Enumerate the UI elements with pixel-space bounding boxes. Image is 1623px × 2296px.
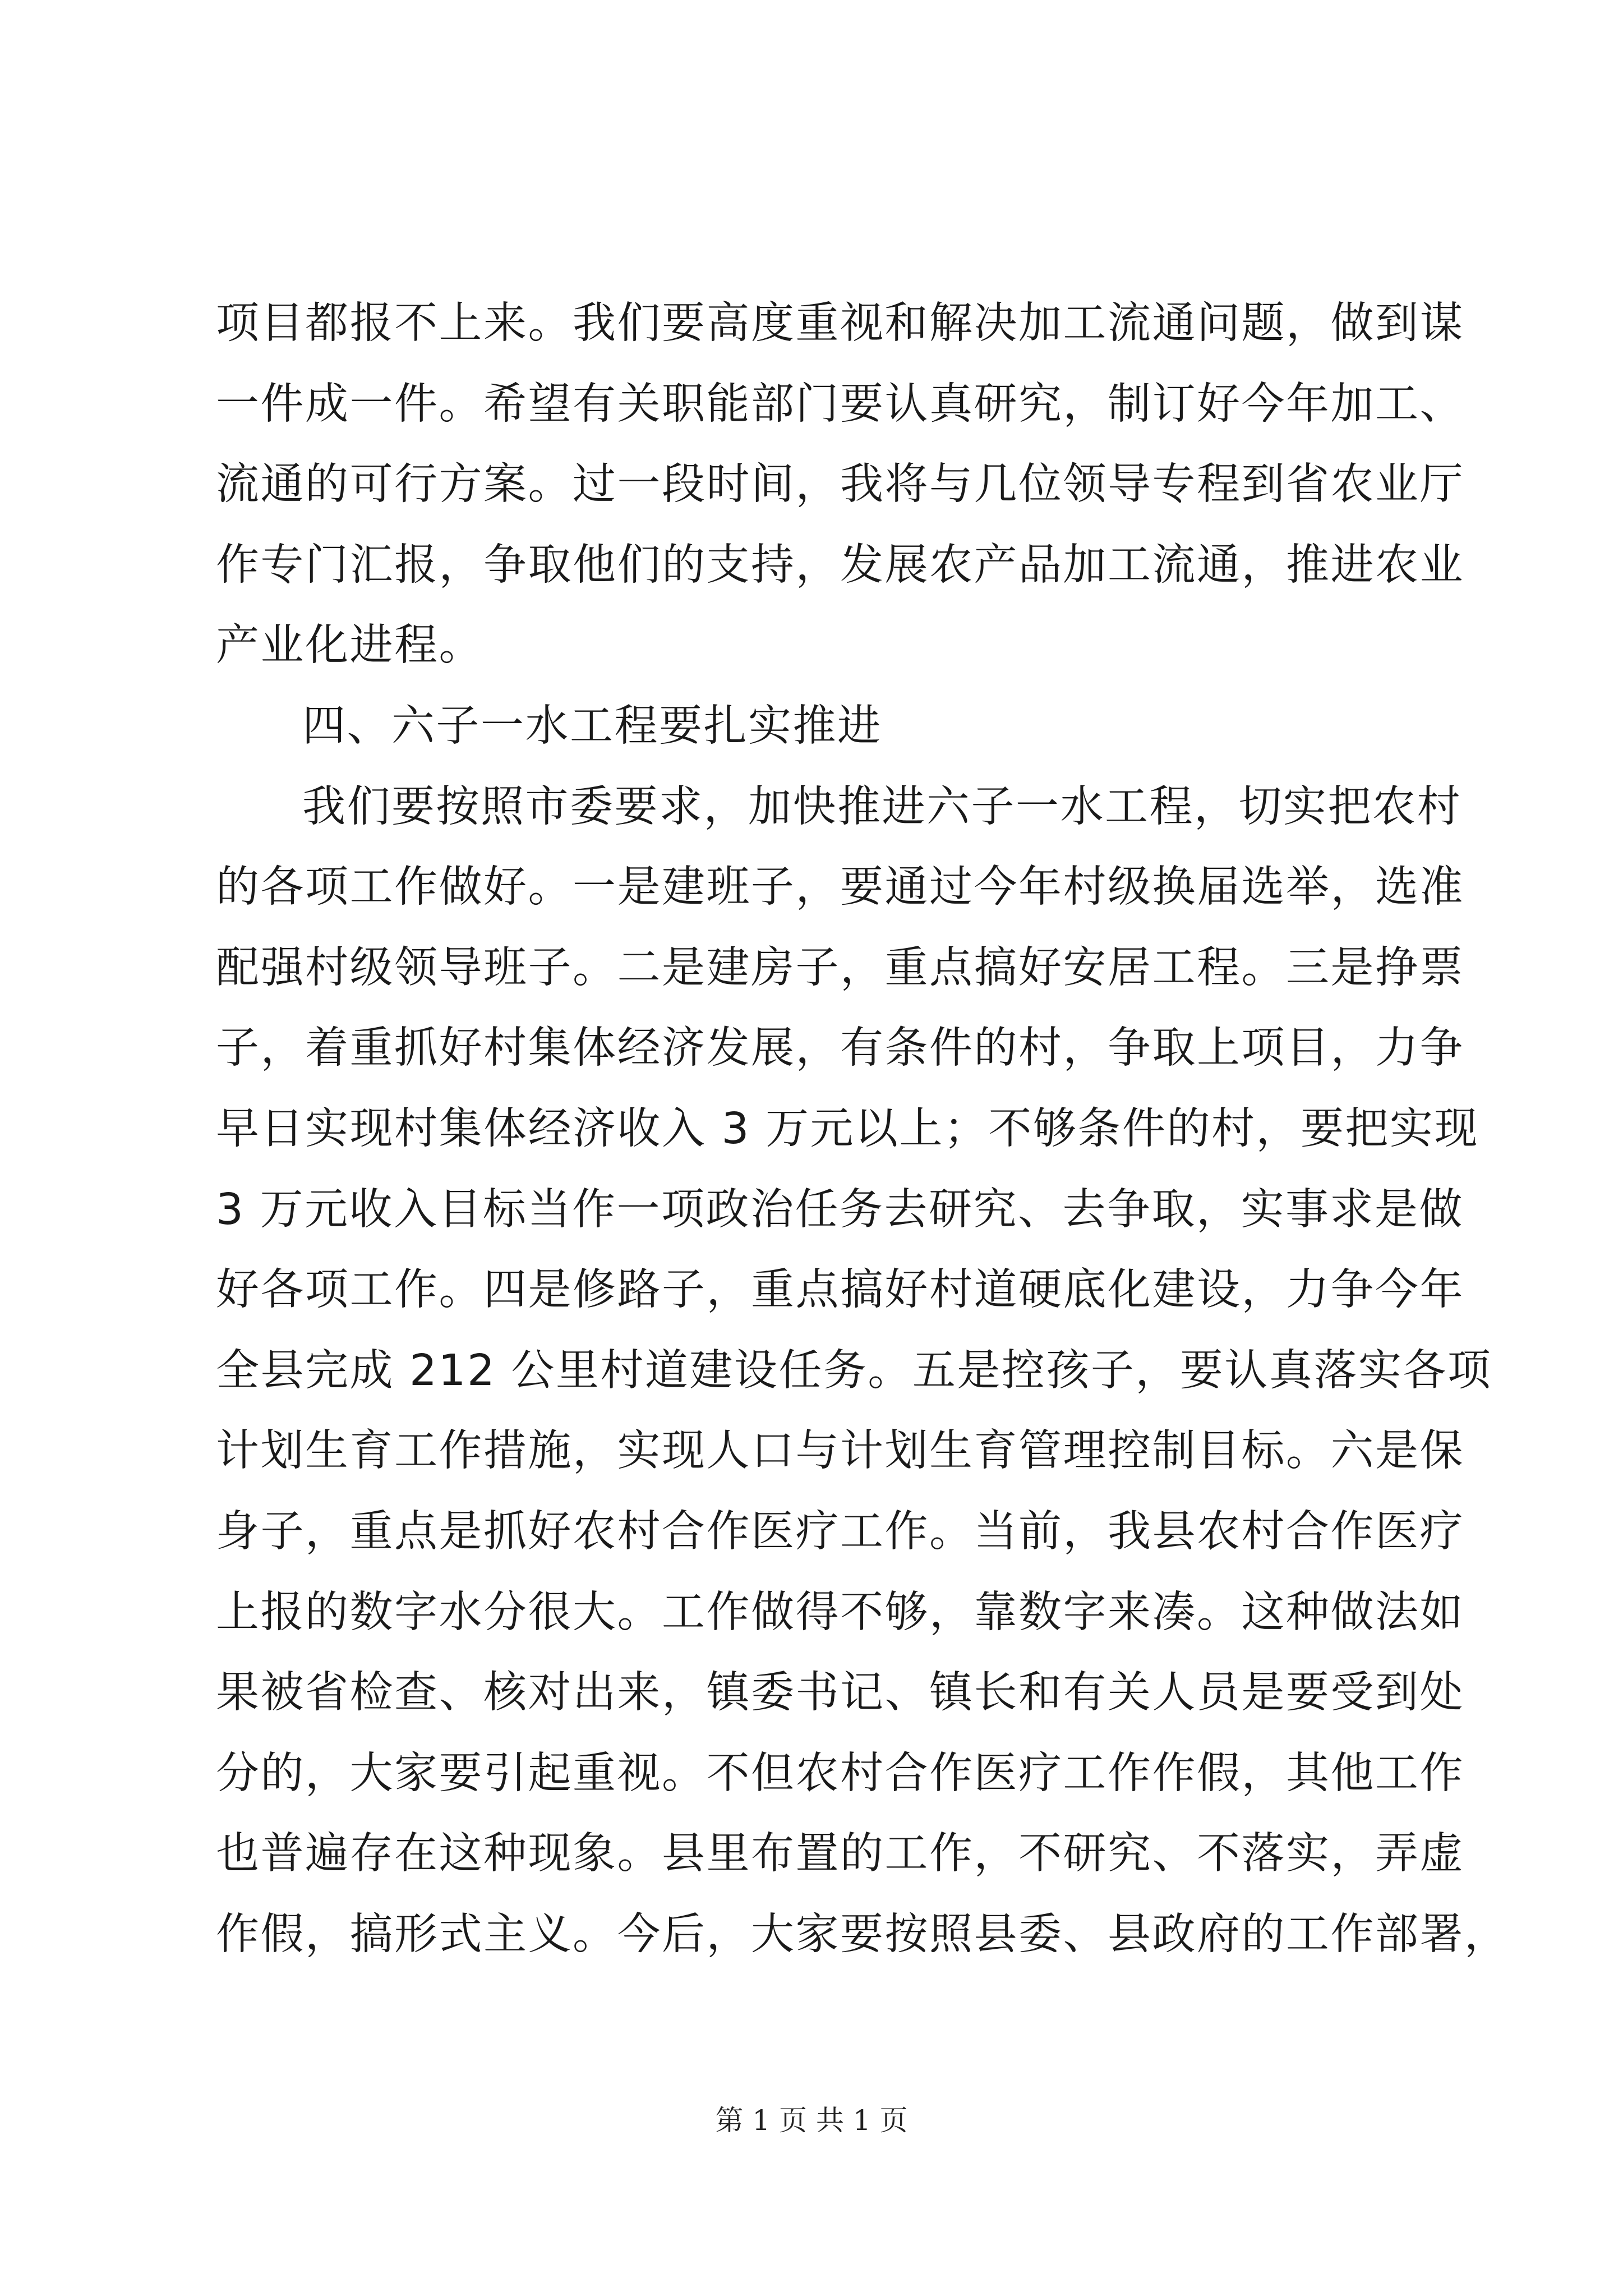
text-line: 上报的数字水分很大。工作做得不够，靠数字来凑。这种做法如 [216,1587,1464,1637]
text-line: 身子，重点是抓好农村合作医疗工作。当前，我县农村合作医疗 [216,1506,1464,1557]
text-line: 果被省检查、核对出来，镇委书记、镇长和有关人员是要受到处 [216,1668,1464,1718]
text-line: 早日实现村集体经济收入 3 万元以上；不够条件的村，要把实现 [216,1103,1479,1154]
text-line: 我们要按照市委要求，加快推进六子一水工程，切实把农村 [302,781,1461,832]
text-line: 也普遍存在这种现象。县里布置的工作，不研究、不落实，弄虚 [216,1829,1464,1879]
page-number-footer: 第 1 页 共 1 页 [715,2104,908,2137]
text-line: 分的，大家要引起重视。不但农村合作医疗工作作假，其他工作 [216,1748,1464,1798]
text-line: 计划生育工作措施，实现人口与计划生育管理控制目标。六是保 [216,1426,1464,1476]
text-line: 一件成一件。希望有关职能部门要认真研究，制订好今年加工、 [216,379,1464,429]
section-heading: 四、六子一水工程要扎实推进 [302,701,882,751]
text-line: 子，着重抓好村集体经济发展，有条件的村，争取上项目，力争 [216,1023,1464,1074]
text-line: 3 万元收入目标当作一项政治任务去研究、去争取，实事求是做 [216,1184,1464,1235]
document-body [216,283,1509,1975]
text-line: 作专门汇报，争取他们的支持，发展农产品加工流通，推进农业 [216,540,1464,590]
text-line: 流通的可行方案。过一段时间，我将与几位领导专程到省农业厅 [216,459,1464,510]
text-line: 项目都报不上来。我们要高度重视和解决加工流通问题，做到谋 [216,298,1464,348]
text-line: 好各项工作。四是修路子，重点搞好村道硬底化建设，力争今年 [216,1265,1464,1315]
text-line: 的各项工作做好。一是建班子，要通过今年村级换届选举，选准 [216,862,1464,913]
text-line: 作假，搞形式主义。今后，大家要按照县委、县政府的工作部署， [216,1909,1509,1959]
text-line: 配强村级领导班子。二是建房子，重点搞好安居工程。三是挣票 [216,942,1464,993]
text-line: 全县完成 212 公里村道建设任务。五是控孩子，要认真落实各项 [216,1345,1492,1396]
text-line: 产业化进程。 [216,620,483,671]
